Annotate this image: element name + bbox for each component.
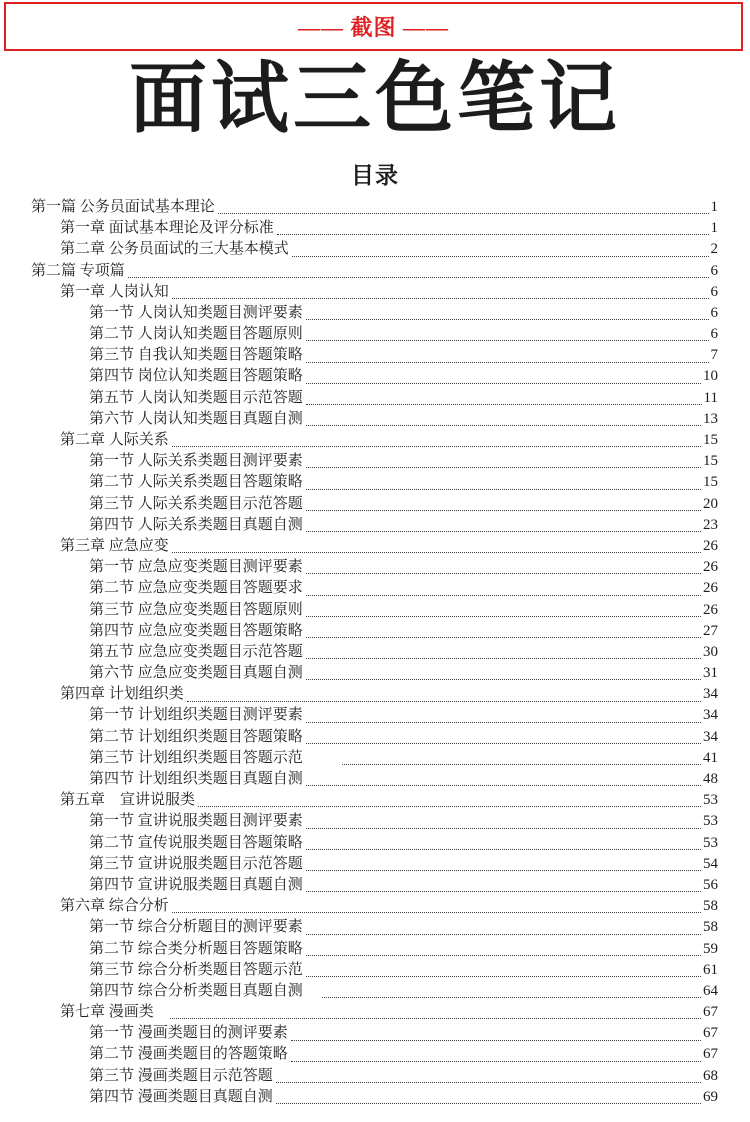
toc-entry-page-number: 56 [703, 876, 718, 893]
toc-entry-page-number: 67 [703, 1004, 718, 1021]
toc-entry-label: 第二节 人岗认知类题目答题原则 [89, 326, 303, 343]
toc-entry-page-number: 6 [710, 304, 718, 321]
toc-entry-label: 第四节 宣讲说服类题目真题自测 [89, 876, 303, 893]
toc-entry-label: 第六章 综合分析 [60, 898, 169, 915]
dotted-leader [306, 425, 701, 426]
screenshot-banner [4, 2, 743, 51]
dotted-leader [342, 764, 701, 765]
toc-entry [0, 1066, 718, 1087]
toc-entry [0, 621, 718, 642]
toc-entry [0, 684, 718, 705]
dotted-leader [276, 1103, 701, 1104]
toc-entry [0, 367, 718, 388]
toc-entry-label: 第四节 计划组织类题目真题自测 [89, 771, 303, 788]
toc-entry-page-number: 27 [703, 622, 718, 639]
toc-entry-page-number: 7 [710, 347, 718, 364]
toc-entry [0, 282, 718, 303]
toc-entry-page-number: 26 [703, 580, 718, 597]
dotted-leader [306, 573, 701, 574]
toc-entry-page-number: 59 [703, 940, 718, 957]
toc-entry-page-number: 26 [703, 601, 718, 618]
toc-entry-page-number: 15 [703, 432, 718, 449]
dotted-leader [306, 870, 701, 871]
toc-entry-page-number: 23 [703, 516, 718, 533]
dotted-leader [306, 828, 701, 829]
dotted-leader [306, 531, 701, 532]
toc-entry [0, 578, 718, 599]
toc-entry-label: 第三节 宣讲说服类题目示范答题 [89, 855, 303, 872]
toc-entry [0, 663, 718, 684]
toc-entry [0, 939, 718, 960]
toc-entry-page-number: 67 [703, 1025, 718, 1042]
toc-entry-page-number: 11 [703, 389, 718, 406]
dotted-leader [172, 552, 701, 553]
dotted-leader [306, 637, 701, 638]
dotted-leader [198, 806, 701, 807]
dotted-leader [187, 701, 701, 702]
dotted-leader [322, 997, 701, 998]
toc-entry-label: 第一节 综合分析题目的测评要素 [89, 919, 303, 936]
toc-entry-label: 第三节 漫画类题目示范答题 [89, 1067, 273, 1084]
toc-entry-page-number: 58 [703, 898, 718, 915]
toc-entry-page-number: 6 [710, 283, 718, 300]
dotted-leader [306, 340, 709, 341]
toc-entry-page-number: 34 [703, 686, 718, 703]
toc-entry-page-number: 67 [703, 1046, 718, 1063]
toc-entry-page-number: 53 [703, 834, 718, 851]
dotted-leader [306, 743, 701, 744]
toc-entry-page-number: 68 [703, 1067, 718, 1084]
dotted-leader [306, 362, 709, 363]
toc-entry-label: 第一节 人岗认知类题目测评要素 [89, 304, 303, 321]
toc-entry-page-number: 61 [703, 961, 718, 978]
dotted-leader [128, 277, 709, 278]
toc-heading: 目录 [351, 163, 399, 188]
toc-entry-label: 第二章 人际关系 [60, 432, 169, 449]
toc-entry-label: 第一节 应急应变类题目测评要素 [89, 559, 303, 576]
dotted-leader [306, 510, 701, 511]
toc-entry [0, 494, 718, 515]
dotted-leader [306, 679, 701, 680]
toc-entry-label: 第二节 人际关系类题目答题策略 [89, 474, 303, 491]
dotted-leader [291, 1040, 701, 1041]
toc-entry-label: 第四节 应急应变类题目答题策略 [89, 622, 303, 639]
toc-entry-page-number: 41 [703, 749, 718, 766]
toc-entry-page-number: 26 [703, 537, 718, 554]
dotted-leader [306, 404, 702, 405]
toc-entry [0, 345, 718, 366]
dotted-leader [276, 1082, 701, 1083]
toc-entry [0, 642, 718, 663]
toc-entry-page-number: 69 [703, 1088, 718, 1105]
toc-entry-label: 第一节 人际关系类题目测评要素 [89, 453, 303, 470]
toc-entry-page-number: 58 [703, 919, 718, 936]
toc-entry [0, 515, 718, 536]
toc-entry [0, 960, 718, 981]
dotted-leader [306, 955, 701, 956]
toc-entry-page-number: 26 [703, 559, 718, 576]
toc-entry-page-number: 1 [710, 220, 718, 237]
dotted-leader [306, 722, 701, 723]
toc-entry-label: 第三节 自我认知类题目答题策略 [89, 347, 303, 364]
toc-entry-label: 第七章 漫画类 [60, 1004, 154, 1021]
dotted-leader [306, 489, 701, 490]
toc-entry [0, 896, 718, 917]
toc-entry-page-number: 15 [703, 453, 718, 470]
toc-entry-page-number: 10 [703, 368, 718, 385]
toc-entry [0, 388, 718, 409]
toc-entry [0, 769, 718, 790]
toc-entry-label: 第一节 计划组织类题目测评要素 [89, 707, 303, 724]
toc-entry-label: 第二节 计划组织类题目答题策略 [89, 728, 303, 745]
toc-entry-label: 第三节 应急应变类题目答题原则 [89, 601, 303, 618]
table-of-contents [0, 197, 750, 1108]
toc-entry-label: 第二节 应急应变类题目答题要求 [89, 580, 303, 597]
toc-entry [0, 1023, 718, 1044]
toc-entry-label: 第一章 面试基本理论及评分标准 [60, 220, 274, 237]
toc-entry [0, 536, 718, 557]
toc-entry-page-number: 64 [703, 982, 718, 999]
toc-entry-label: 第三节 计划组织类题目答题示范 [89, 749, 303, 766]
toc-entry [0, 981, 718, 1002]
toc-entry [0, 303, 718, 324]
toc-entry-label: 第一章 人岗认知 [60, 283, 169, 300]
toc-entry-page-number: 13 [703, 410, 718, 427]
screenshot-banner-label: —— 截图 —— [297, 15, 449, 40]
dotted-leader [306, 616, 701, 617]
dotted-leader [306, 658, 701, 659]
toc-entry-label: 第六节 应急应变类题目真题自测 [89, 665, 303, 682]
dotted-leader [306, 595, 701, 596]
toc-entry [0, 409, 718, 430]
toc-entry-page-number: 53 [703, 792, 718, 809]
toc-entry-label: 第五章 宣讲说服类 [60, 792, 196, 809]
toc-entry-page-number: 1 [710, 198, 718, 215]
toc-entry-page-number: 6 [710, 262, 718, 279]
toc-entry-label: 第二章 公务员面试的三大基本模式 [60, 241, 289, 258]
toc-entry [0, 430, 718, 451]
toc-entry-page-number: 30 [703, 643, 718, 660]
toc-entry-page-number: 54 [703, 855, 718, 872]
toc-entry-page-number: 20 [703, 495, 718, 512]
toc-entry [0, 472, 718, 493]
toc-entry [0, 1087, 718, 1108]
toc-entry-label: 第三节 人际关系类题目示范答题 [89, 495, 303, 512]
toc-entry-label: 第一节 漫画类题目的测评要素 [89, 1025, 288, 1042]
dotted-leader [172, 446, 701, 447]
document-title: 面试三色笔记 [128, 55, 621, 142]
toc-entry-label: 第二节 综合类分析题目答题策略 [89, 940, 303, 957]
toc-entry-page-number: 53 [703, 813, 718, 830]
toc-entry [0, 600, 718, 621]
toc-entry [0, 790, 718, 811]
toc-entry-page-number: 31 [703, 665, 718, 682]
toc-entry [0, 727, 718, 748]
toc-entry [0, 239, 718, 260]
toc-entry [0, 218, 718, 239]
toc-entry [0, 811, 718, 832]
toc-entry-label: 第四节 岗位认知类题目答题策略 [89, 368, 303, 385]
toc-entry-label: 第二篇 专项篇 [31, 262, 125, 279]
dotted-leader [306, 849, 701, 850]
toc-entry-page-number: 34 [703, 707, 718, 724]
toc-entry-label: 第一节 宣讲说服类题目测评要素 [89, 813, 303, 830]
toc-entry [0, 833, 718, 854]
toc-entry-page-number: 15 [703, 474, 718, 491]
toc-entry [0, 748, 718, 769]
dotted-leader [306, 891, 701, 892]
toc-entry-label: 第四章 计划组织类 [60, 686, 184, 703]
toc-entry-label: 第六节 人岗认知类题目真题自测 [89, 410, 303, 427]
dotted-leader [292, 256, 709, 257]
dotted-leader [170, 1018, 701, 1019]
dotted-leader [306, 934, 701, 935]
toc-entry [0, 854, 718, 875]
toc-entry-label: 第四节 综合分析类题目真题自测 [89, 982, 303, 999]
dotted-leader [172, 298, 709, 299]
toc-entry-label: 第四节 漫画类题目真题自测 [89, 1088, 273, 1105]
toc-entry [0, 917, 718, 938]
toc-entry-page-number: 2 [710, 241, 718, 258]
toc-entry [0, 706, 718, 727]
toc-entry-label: 第五节 人岗认知类题目示范答题 [89, 389, 303, 406]
dotted-leader [306, 467, 701, 468]
dotted-leader [306, 383, 701, 384]
toc-entry-label: 第四节 人际关系类题目真题自测 [89, 516, 303, 533]
toc-entry-label: 第三章 应急应变 [60, 537, 169, 554]
dotted-leader [277, 234, 709, 235]
toc-entry-label: 第二节 漫画类题目的答题策略 [89, 1046, 288, 1063]
dotted-leader [172, 912, 701, 913]
dotted-leader [306, 785, 701, 786]
toc-entry [0, 1045, 718, 1066]
toc-entry-page-number: 48 [703, 771, 718, 788]
toc-entry-label: 第五节 应急应变类题目示范答题 [89, 643, 303, 660]
toc-entry-page-number: 34 [703, 728, 718, 745]
dotted-leader [218, 213, 709, 214]
toc-entry-label: 第一篇 公务员面试基本理论 [31, 198, 215, 215]
toc-entry [0, 451, 718, 472]
dotted-leader [306, 319, 709, 320]
toc-entry [0, 324, 718, 345]
toc-entry [0, 1002, 718, 1023]
toc-entry [0, 557, 718, 578]
toc-entry-page-number: 6 [710, 326, 718, 343]
toc-entry-label: 第二节 宣传说服类题目答题策略 [89, 834, 303, 851]
toc-entry [0, 197, 718, 218]
toc-entry [0, 875, 718, 896]
toc-entry [0, 261, 718, 282]
dotted-leader [306, 976, 701, 977]
dotted-leader [291, 1061, 701, 1062]
toc-entry-label: 第三节 综合分析类题目答题示范 [89, 961, 303, 978]
